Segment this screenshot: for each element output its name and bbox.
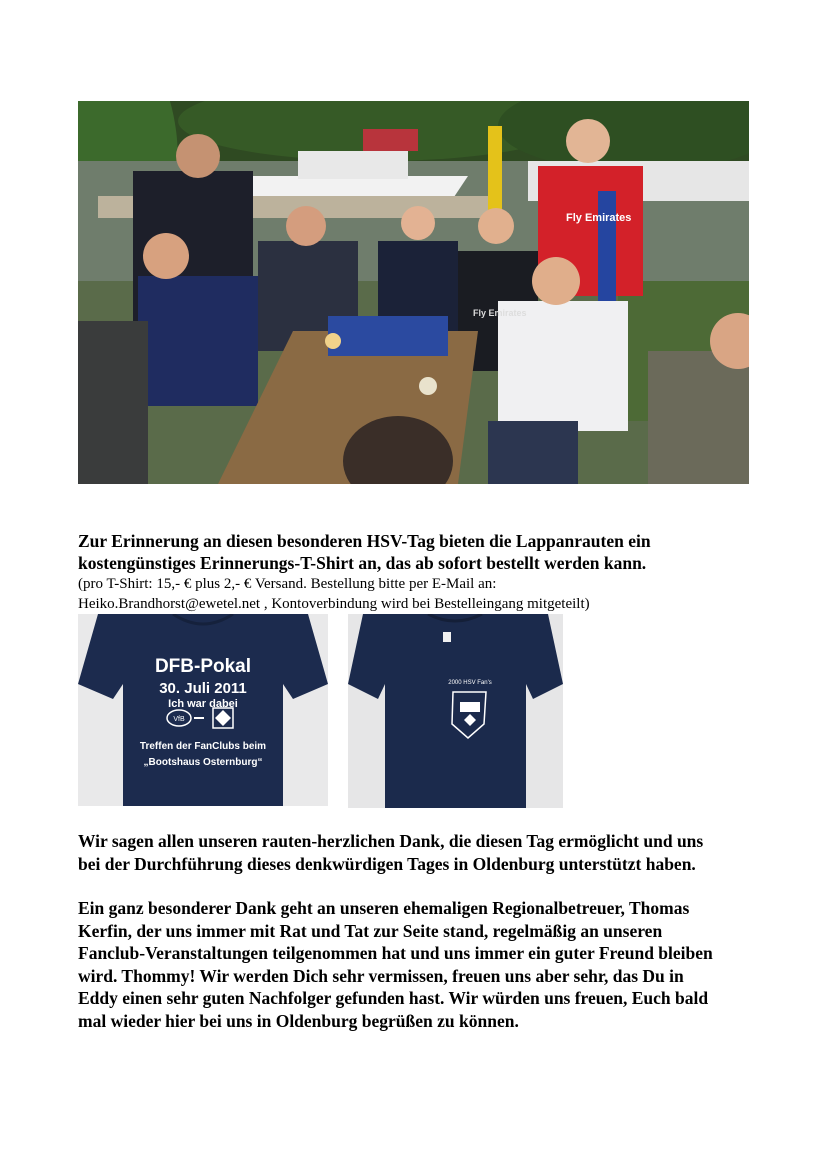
- tshirt-back-image: [348, 614, 563, 808]
- shirt-title: DFB-Pokal: [154, 656, 252, 677]
- vfb-logo-text: VfB: [173, 716, 185, 723]
- paragraph-line: Ein ganz besonderer Dank geht an unseren ehemaligen Regionalbetreuer, Thomas: [78, 898, 690, 918]
- shirt-date: 30. Juli 2011: [159, 680, 247, 697]
- paragraph-line: Eddy einen sehr guten Nachfolger gefunden hast. Wir würden uns freuen, Euch bald: [78, 988, 709, 1008]
- intro-block: [78, 530, 758, 614]
- photo-shirt-text: Fly Emirates: [566, 212, 632, 224]
- shirt-subtitle: Ich war dabei: [168, 698, 238, 710]
- paragraph-line: Fanclub-Veranstaltungen teilgenommen hat und uns immer ein guter Freund bleiben: [78, 943, 713, 963]
- shirt-line: Treffen der FanClubs beim: [139, 741, 267, 752]
- paragraph-line: wird. Thommy! Wir werden Dich sehr vermissen, freuen uns aber sehr, das Du in: [78, 965, 684, 986]
- paragraph-line: Kerfin, der uns immer mit Rat und Tat zur Seite stand, regelmäßig an unseren: [78, 920, 663, 941]
- photo-shirt-text-2: Fly Emirates: [473, 308, 527, 318]
- shirt-back-text: 2000 HSV Fan's: [448, 680, 492, 686]
- tshirt-front-image: [78, 614, 328, 806]
- special-thanks-paragraph: [78, 897, 758, 1032]
- intro-line: Zur Erinnerung an diesen besonderen HSV-Tag bieten die Lappanrauten ein: [78, 531, 651, 551]
- thanks-paragraph: [78, 830, 758, 875]
- intro-line: kostengünstiges Erinnerungs-T-Shirt an, das ab sofort bestellt werden kann.: [78, 553, 647, 573]
- shirt-line: „Bootshaus Osternburg“: [143, 757, 263, 768]
- paragraph-line: mal wieder hier bei uns in Oldenburg begrüßen zu können.: [78, 1010, 519, 1031]
- paragraph-line: bei der Durchführung dieses denkwürdigen Tages in Oldenburg unterstützt haben.: [78, 853, 696, 874]
- order-info-line: Heiko.Brandhorst@ewetel.net , Kontoverbindung wird bei Bestelleingang mitgeteilt): [78, 596, 590, 612]
- order-info-line: (pro T-Shirt: 15,- € plus 2,- € Versand. Bestellung bitte per E-Mail an:: [78, 576, 497, 592]
- group-photo: [78, 101, 749, 484]
- paragraph-line: Wir sagen allen unseren rauten-herzlichen Dank, die diesen Tag ermöglicht und uns: [78, 831, 704, 851]
